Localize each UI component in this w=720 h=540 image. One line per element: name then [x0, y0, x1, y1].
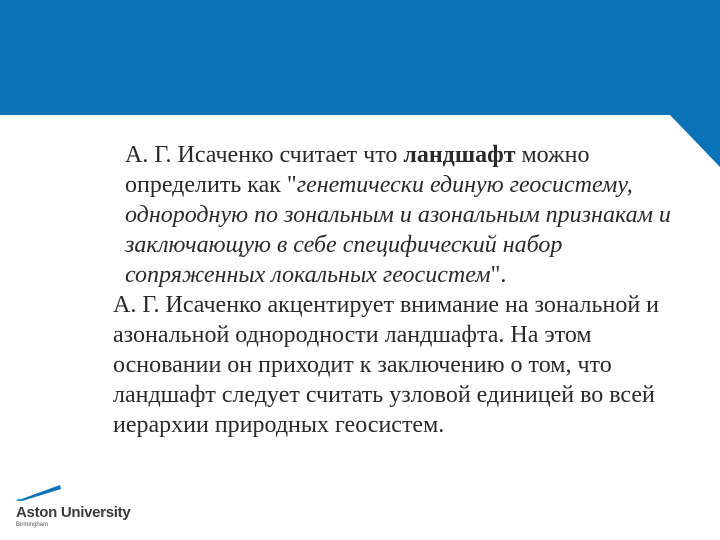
keyword-landscape: ландшафт [403, 142, 516, 168]
header-band [0, 0, 720, 115]
paragraph-emphasis: А. Г. Исаченко акцентирует внимание на зональной и азональной однородности ландшафта. На этом основании он приходит к заключению о том, что ландшафт следует считать узловой единицей во всей иерархии природных геосистем. [113, 292, 659, 438]
definition-quote: генетически единую геосистему, однородную по зональным и азональным признакам и заключающую в себе специфический набор сопряженных локальных геосистем [125, 172, 671, 288]
slide-body [113, 140, 698, 440]
logo-subline: Birmingham [16, 522, 49, 528]
logo-wordmark: Aston University [16, 504, 131, 521]
aston-university-logo [10, 482, 130, 532]
paragraph-lead: А. Г. Исаченко считает что [125, 142, 404, 168]
paragraph-definition [113, 140, 698, 290]
paragraph-tail: ". [490, 262, 507, 288]
aston-swoosh-icon [14, 482, 64, 502]
paragraph-connector: можно определить как " [125, 142, 590, 198]
